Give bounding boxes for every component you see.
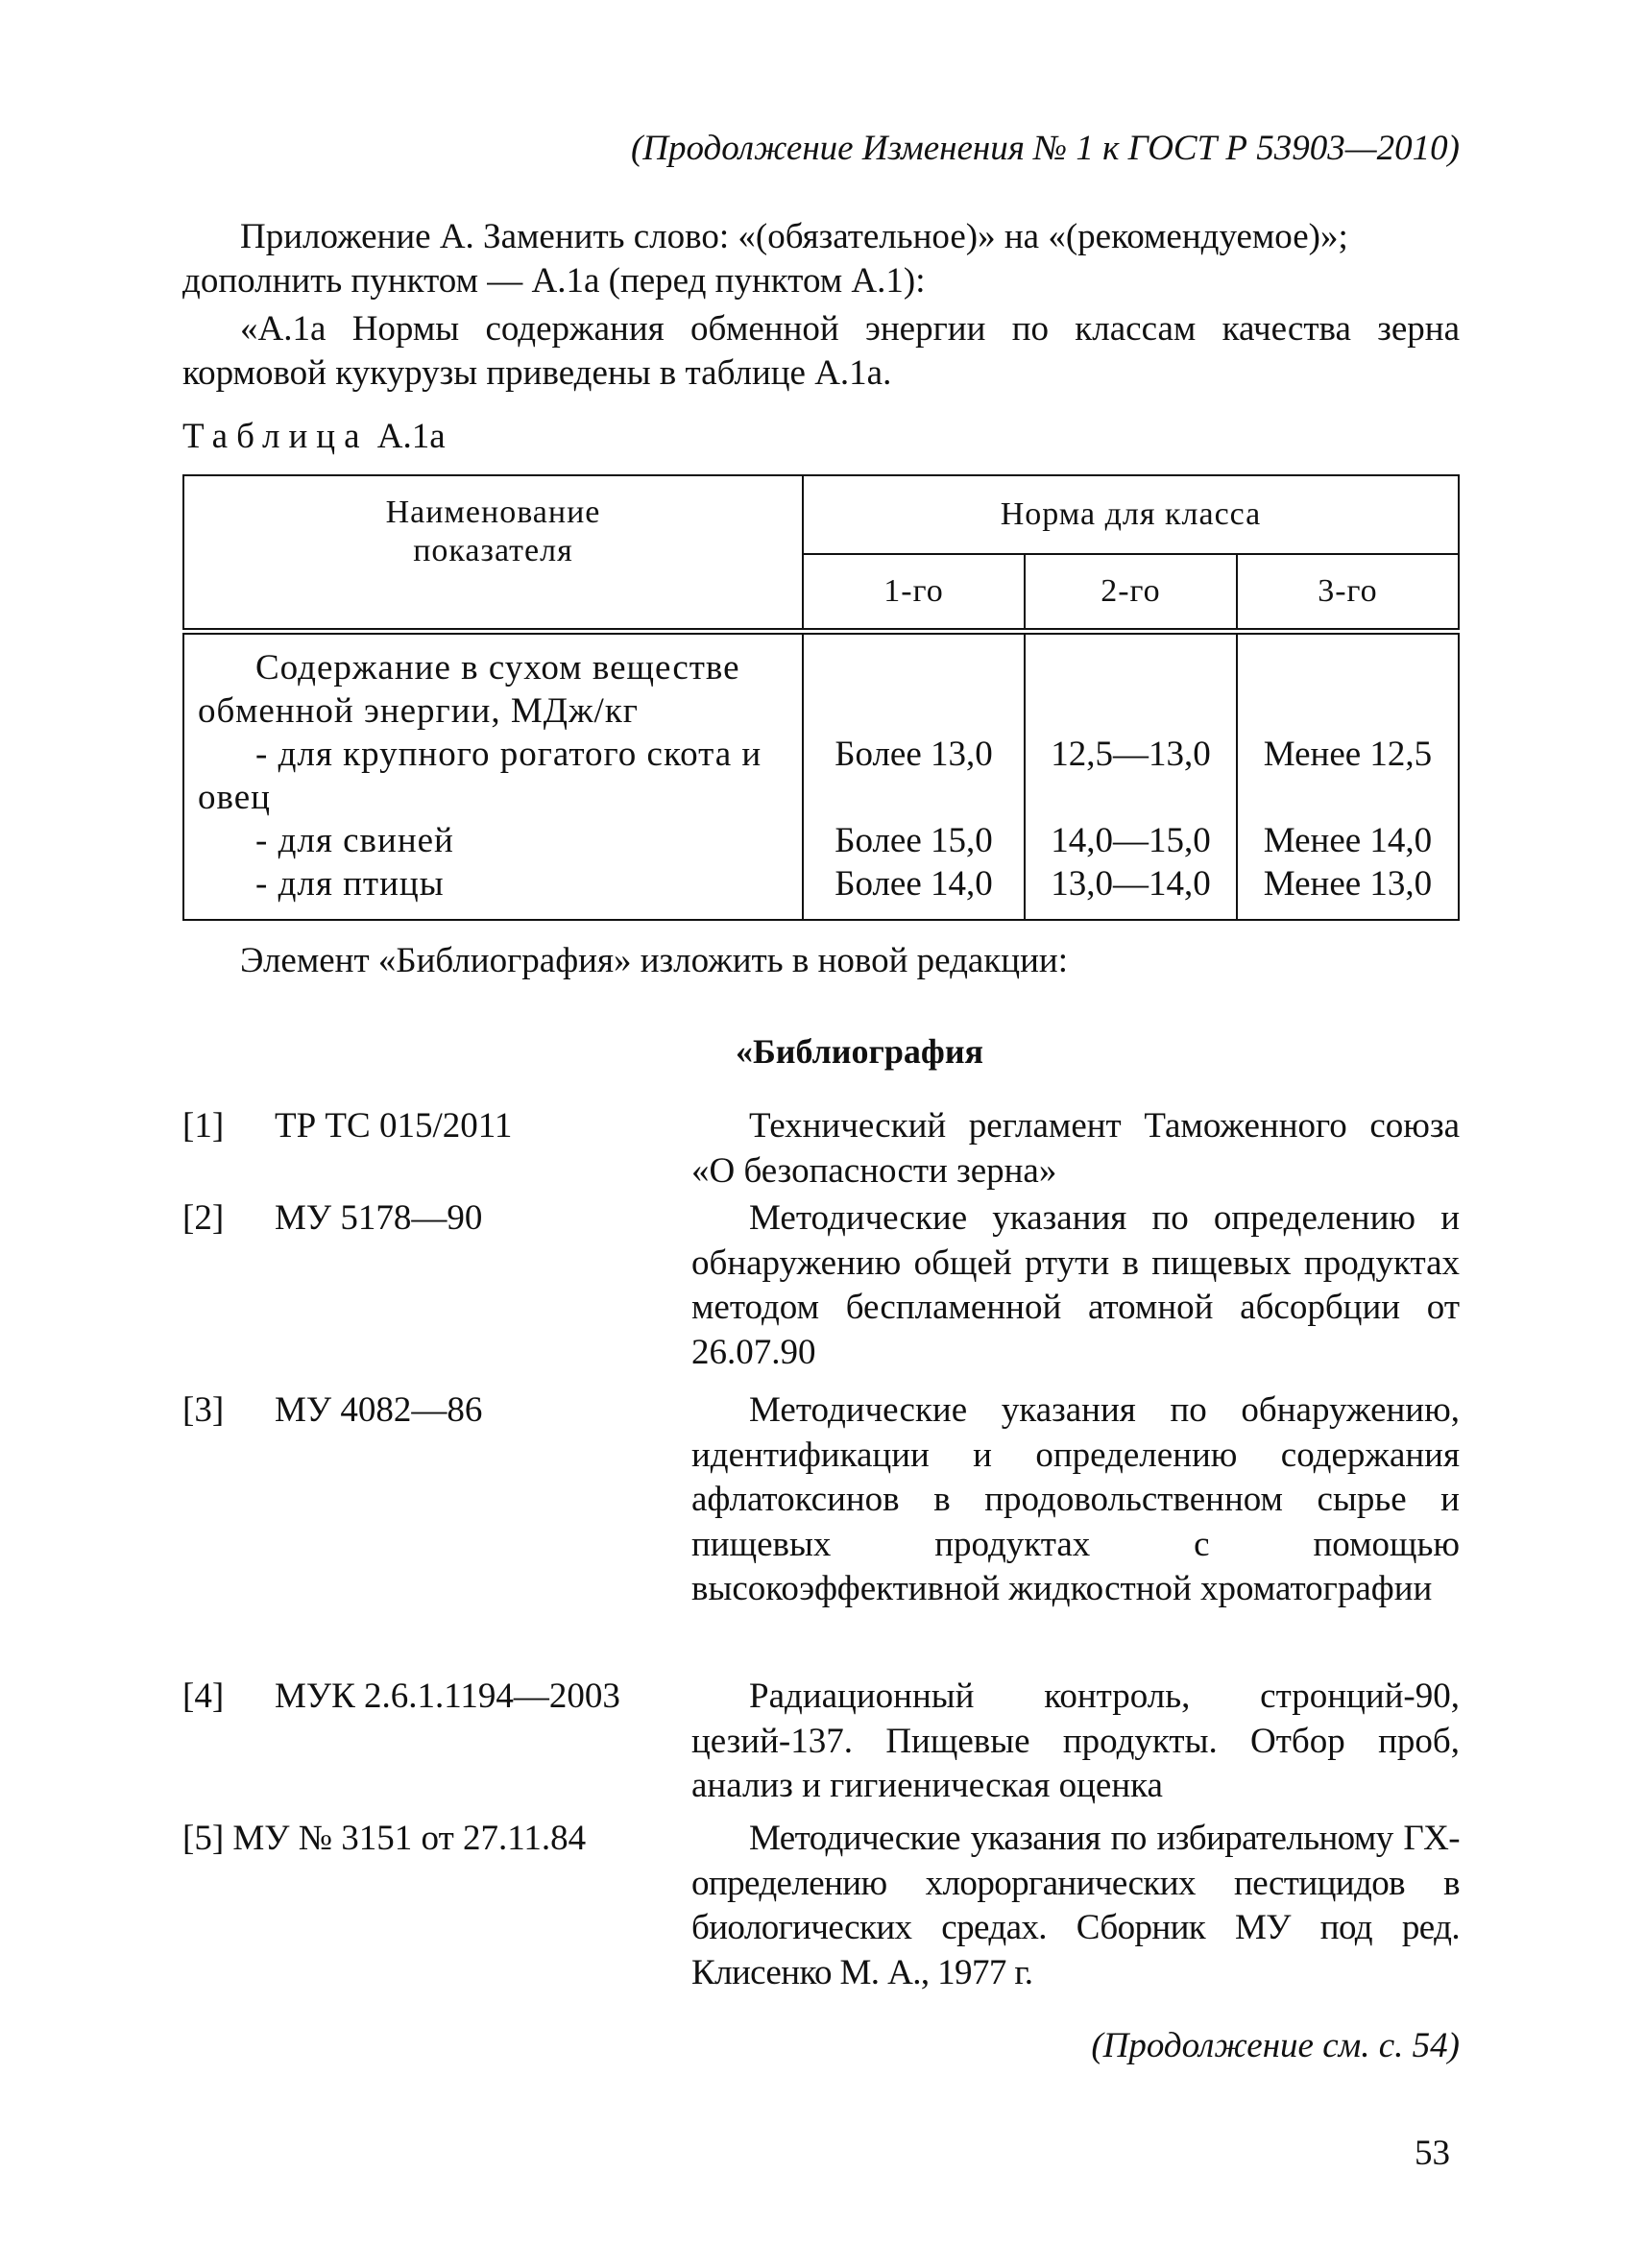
intro-line-2: дополнить пунктом — А.1а (перед пунктом А.1): <box>182 261 926 301</box>
biblio-code: МУК 2.6.1.1194—2003 <box>275 1677 620 1716</box>
cell-cattle-1: Более 13,0 <box>835 735 993 774</box>
biblio-num-code: [5] МУ № 3151 от 27.11.84 <box>182 1819 587 1858</box>
table-caption-word: Таблица <box>182 417 369 456</box>
header-indicator-name: Наименование показателя <box>183 475 803 632</box>
biblio-desc: Методические указания по определению и обнаружению общей ртути в пищевых продуктах методом беспламенной атомной абсорбции от 26.07.90 <box>691 1198 1460 1372</box>
header-class-3: 3-го <box>1237 554 1459 631</box>
intro-paragraph: «А.1а Нормы содержания обменной энергии по классам качества зерна кормовой кукурузы приведены в таблице А.1а. <box>182 309 1460 393</box>
biblio-intro: Элемент «Библиография» изложить в новой редакции: <box>240 941 1068 980</box>
biblio-num: [1] <box>182 1106 225 1146</box>
intro-line-1: Приложение А. Заменить слово: «(обязательное)» на «(рекомендуемое)»; <box>240 217 1348 256</box>
cell-poultry-2: 13,0—14,0 <box>1051 864 1211 904</box>
biblio-num: [4] <box>182 1677 225 1716</box>
biblio-desc: Технический регламент Таможенного союза «О безопасности зерна» <box>691 1106 1460 1191</box>
page-number: 53 <box>1415 2134 1450 2173</box>
biblio-code: МУ 5178—90 <box>275 1198 483 1238</box>
norm-table <box>182 474 1460 921</box>
column-class-3 <box>1237 632 1459 921</box>
row-name-poultry: - для птицы <box>255 864 445 904</box>
biblio-title: «Библиография <box>735 1032 984 1071</box>
cell-pigs-3: Менее 14,0 <box>1263 821 1433 860</box>
biblio-num: [2] <box>182 1198 225 1238</box>
table-caption <box>182 415 446 459</box>
cell-pigs-1: Более 15,0 <box>835 821 993 860</box>
biblio-code: ТР ТС 015/2011 <box>275 1106 513 1146</box>
continuation-header: (Продолжение Изменения № 1 к ГОСТ Р 53903—2010) <box>630 129 1460 168</box>
table-caption-id: А.1а <box>376 417 446 456</box>
biblio-desc: Радиационный контроль, стронций-90, цезий-137. Пищевые продукты. Отбор проб, анализ и гигиеническая оценка <box>691 1677 1460 1805</box>
biblio-desc: Методические указания по обнаружению, идентификации и определению содержания афлатоксинов в продовольственном сырье и пищевых продуктах с помощью высокоэффективной жидкостной хроматографии <box>691 1390 1460 1608</box>
biblio-num: [3] <box>182 1390 225 1430</box>
cell-cattle-2: 12,5—13,0 <box>1051 735 1211 774</box>
cell-pigs-2: 14,0—15,0 <box>1051 821 1211 860</box>
column-class-2 <box>1025 632 1237 921</box>
row-name-cattle: - для крупного рогатого скота и овец <box>198 735 762 817</box>
row-name-pigs: - для свиней <box>255 821 454 860</box>
header-norm-for-class: Норма для класса <box>803 475 1459 554</box>
continuation-footer: (Продолжение см. с. 54) <box>1091 2026 1460 2065</box>
header-class-1: 1-го <box>803 554 1025 631</box>
column-class-1 <box>803 632 1025 921</box>
cell-poultry-1: Более 14,0 <box>835 864 993 904</box>
cell-poultry-3: Менее 13,0 <box>1263 864 1433 904</box>
cell-cattle-3: Менее 12,5 <box>1263 735 1433 774</box>
group-title: Содержание в сухом веществе обменной энергии, МДж/кг <box>198 648 740 731</box>
table-row-names <box>183 632 803 921</box>
biblio-code: МУ 4082—86 <box>275 1390 483 1430</box>
biblio-desc: Методические указания по избирательному ГХ-определению хлорорганических пестицидов в биологических средах. Сборник МУ под ред. Клисенко М. А., 1977 г. <box>691 1819 1460 1992</box>
header-class-2: 2-го <box>1025 554 1237 631</box>
document-page <box>182 0 1460 2268</box>
